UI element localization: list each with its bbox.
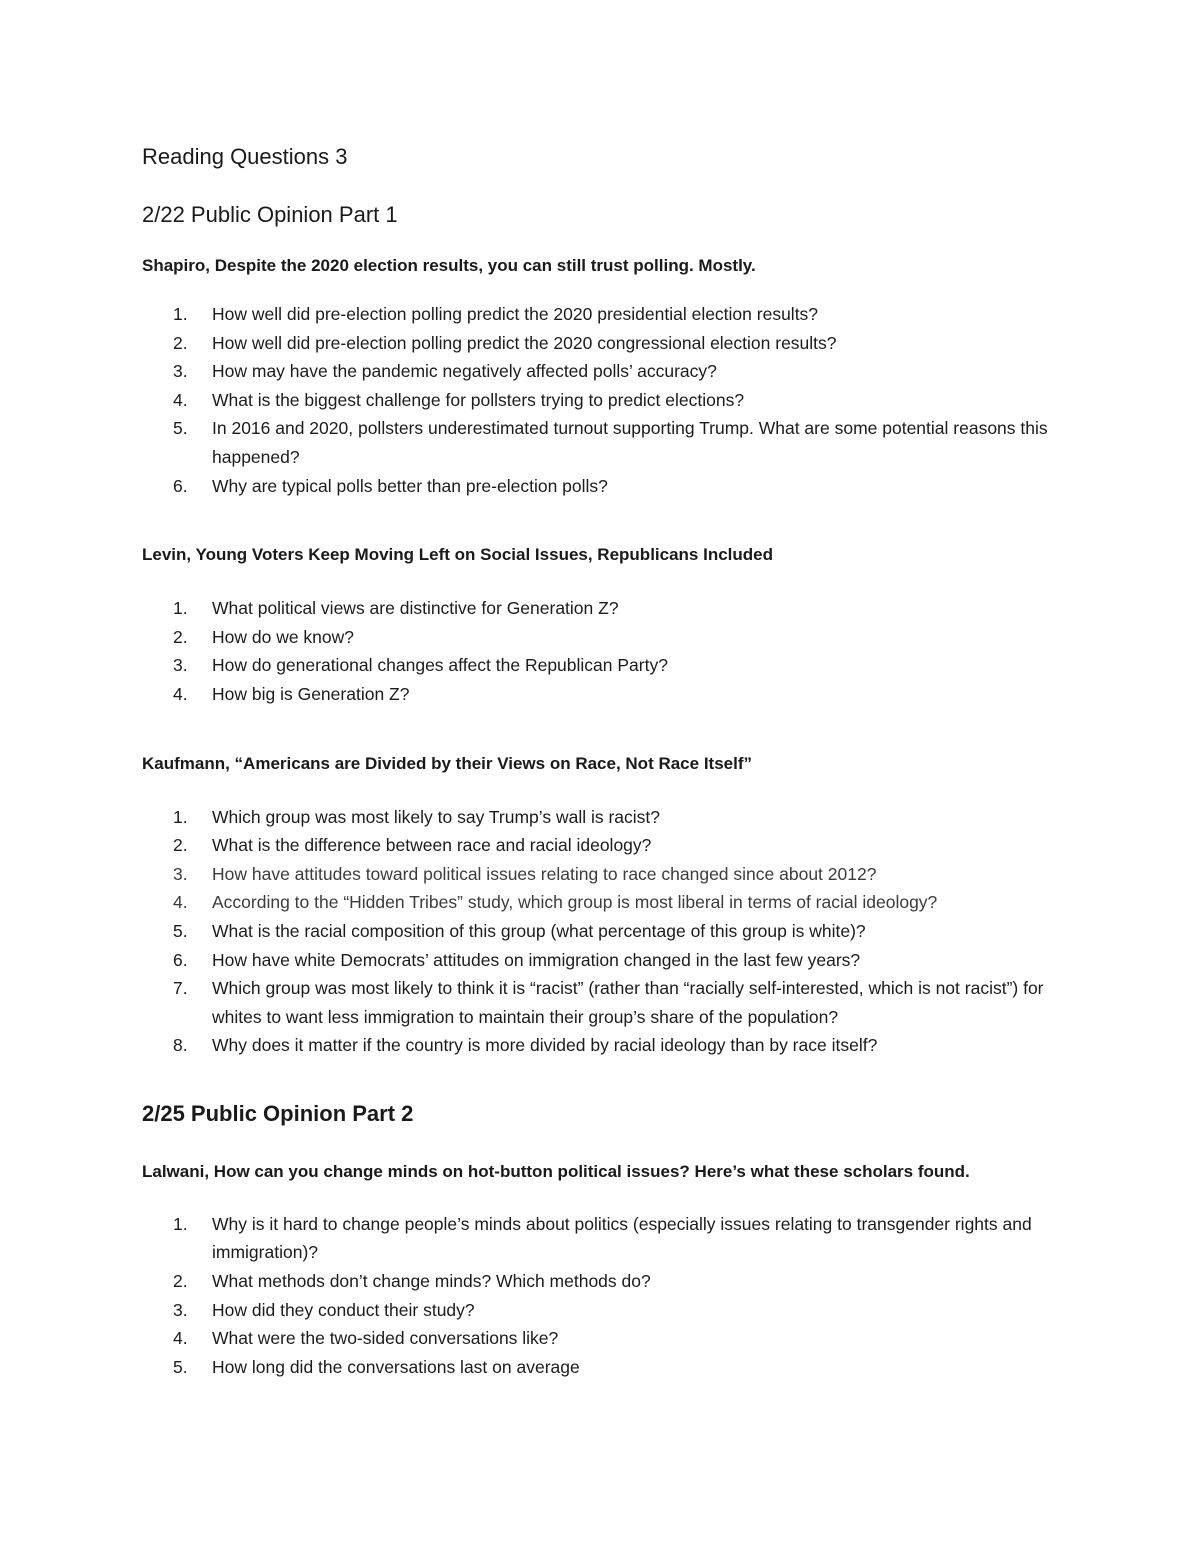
question-text: How did they conduct their study? <box>212 1299 475 1320</box>
question-item: 3. How do generational changes affect the Republican Party? <box>173 655 668 676</box>
question-item: 2. How do we know? <box>173 626 355 647</box>
question-item: 5. What is the racial composition of this group (what percentage of this group is white)? <box>173 920 866 941</box>
question-item: 1. How well did pre-election polling predict the 2020 presidential election results? <box>173 304 819 324</box>
question-text: What political views are distinctive for Generation Z? <box>212 598 619 619</box>
question-item: 4. How big is Generation Z? <box>173 683 410 704</box>
reading-shapiro <box>142 254 1082 500</box>
question-item: 2. What is the difference between race and racial ideology? <box>173 835 652 856</box>
question-item: 1. Which group was most likely to say Trump’s wall is racist? <box>173 806 661 827</box>
section-public-opinion-part-1 <box>142 198 1082 1060</box>
question-item: 6. Why are typical polls better than pre-election polls? <box>173 475 608 496</box>
question-text: Why is it hard to change people’s minds about politics (especially issues relating to transgender rights and immigration)? <box>212 1213 1032 1263</box>
question-item: 3. How may have the pandemic negatively affected polls’ accuracy? <box>173 361 717 382</box>
reading-kaufmann <box>142 752 1082 1060</box>
question-item: 7. Which group was most likely to think it is “racist” (rather than “racially self-interested, which is not racist”) for whites to want less immigration to maintain their group’s share of the population? <box>173 978 1044 1027</box>
question-list <box>142 803 1082 1060</box>
question-text: According to the “Hidden Tribes” study, which group is most liberal in terms of racial ideology? <box>212 892 938 913</box>
question-item: 3. How did they conduct their study? <box>173 1299 475 1320</box>
document-page <box>142 140 1082 1381</box>
question-text: How may have the pandemic negatively affected polls’ accuracy? <box>212 361 717 382</box>
question-text: How have attitudes toward political issues relating to race changed since about 2012? <box>212 863 877 884</box>
question-item: 5. In 2016 and 2020, pollsters underestimated turnout supporting Trump. What are some potential reasons this happened? <box>173 418 1048 467</box>
question-text: Why does it matter if the country is more divided by racial ideology than by race itself? <box>212 1035 878 1056</box>
question-text: Which group was most likely to say Trump’s wall is racist? <box>212 806 661 827</box>
question-text: What is the biggest challenge for pollsters trying to predict elections? <box>212 389 745 410</box>
section-heading: 2/25 Public Opinion Part 2 <box>142 1100 414 1126</box>
document-title: Reading Questions 3 <box>142 144 348 169</box>
reading-title: Kaufmann, “Americans are Divided by their Views on Race, Not Race Itself” <box>142 753 752 773</box>
question-item: 4. What were the two-sided conversations like? <box>173 1328 559 1349</box>
question-text: How well did pre-election polling predict the 2020 presidential election results? <box>212 304 819 324</box>
question-item: 1. What political views are distinctive for Generation Z? <box>173 598 619 619</box>
question-item: 5. How long did the conversations last on average <box>173 1356 580 1377</box>
question-list <box>142 300 1082 500</box>
question-text: How big is Generation Z? <box>212 683 410 704</box>
reading-levin <box>142 543 1082 708</box>
question-text: How long did the conversations last on average <box>212 1356 580 1377</box>
question-text: Which group was most likely to think it is “racist” (rather than “racially self-interested, which is not racist”) for whites to want less immigration to maintain their group’s share of the population? <box>212 978 1044 1027</box>
question-text: How have white Democrats’ attitudes on immigration changed in the last few years? <box>212 949 861 970</box>
reading-title: Shapiro, Despite the 2020 election results, you can still trust polling. Mostly. <box>142 256 756 275</box>
question-item: 4. What is the biggest challenge for pollsters trying to predict elections? <box>173 389 745 410</box>
question-text: What is the racial composition of this group (what percentage of this group is white)? <box>212 920 866 941</box>
question-item: 1. Why is it hard to change people’s minds about politics (especially issues relating to transgender rights and immigration)? <box>173 1213 1032 1263</box>
question-item: 3. How have attitudes toward political issues relating to race changed since about 2012? <box>173 863 877 884</box>
question-item: 4. According to the “Hidden Tribes” study, which group is most liberal in terms of racial ideology? <box>173 892 938 913</box>
question-text: How do we know? <box>212 626 355 647</box>
question-text: How well did pre-election polling predict the 2020 congressional election results? <box>212 332 837 353</box>
section-public-opinion-part-2 <box>142 1097 1082 1382</box>
question-text: Why are typical polls better than pre-election polls? <box>212 475 608 496</box>
question-list <box>142 1210 1082 1382</box>
question-text: What were the two-sided conversations like? <box>212 1328 559 1349</box>
question-text: How do generational changes affect the Republican Party? <box>212 655 668 676</box>
question-item: 6. How have white Democrats’ attitudes on immigration changed in the last few years? <box>173 949 861 970</box>
reading-title: Levin, Young Voters Keep Moving Left on Social Issues, Republicans Included <box>142 545 774 565</box>
question-text: What is the difference between race and racial ideology? <box>212 835 652 856</box>
question-list <box>142 594 1082 708</box>
question-item: 8. Why does it matter if the country is more divided by racial ideology than by race itself? <box>173 1035 878 1056</box>
question-text: What methods don’t change minds? Which methods do? <box>212 1271 651 1292</box>
question-item: 2. What methods don’t change minds? Which methods do? <box>173 1271 651 1292</box>
reading-title: Lalwani, How can you change minds on hot-button political issues? Here’s what these scholars found. <box>142 1161 970 1181</box>
question-item: 2. How well did pre-election polling predict the 2020 congressional election results? <box>173 332 837 353</box>
question-text: In 2016 and 2020, pollsters underestimated turnout supporting Trump. What are some potential reasons this happened? <box>212 418 1048 467</box>
reading-lalwani <box>142 1160 1082 1382</box>
section-heading: 2/22 Public Opinion Part 1 <box>142 202 398 227</box>
